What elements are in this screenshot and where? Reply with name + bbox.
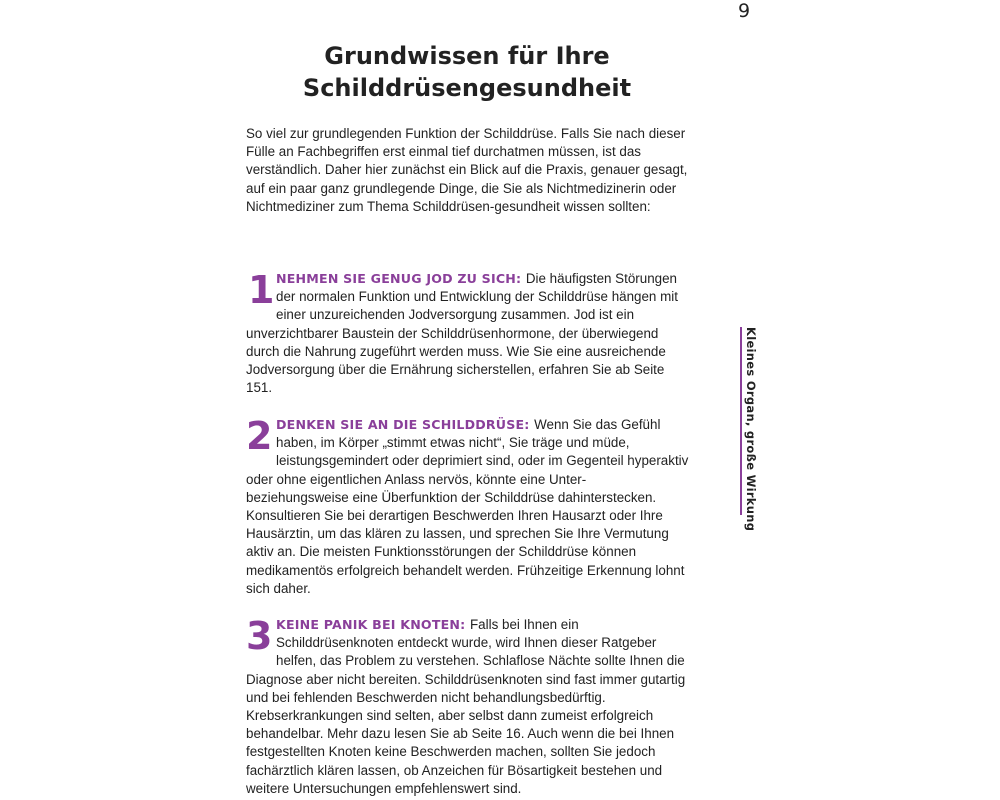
page-title: [246, 40, 688, 104]
item-text: Falls bei Ihnen ein Schilddrüsenknoten entdeckt wurde, wird Ihnen dieser Ratgeber helfen, das Problem zu verstehen. Schlaflose Nächte sollte Ihnen die Diagnose aber nicht bereiten. Schilddrüsenknoten sind fast immer gutartig und bei fehlenden Beschwerden nicht behandlungsbedürftig. Krebserkrankungen sind selten, aber selbst dann zumeist erfolgreich behandelbar. Mehr dazu lesen Sie ab Seite 16. Auch wenn die bei Ihnen festgestellten Knoten keine Beschwerden machen, sollten Sie jedoch fachärztlich klären lassen, ob Anzeichen für Bösartigkeit bestehen und weitere Untersuchungen empfehlenswert sind.: [246, 617, 686, 796]
page-title-line-2: Schilddrüsengesundheit: [302, 74, 632, 102]
item-number: 1: [248, 268, 275, 312]
item-heading: DENKEN SIE AN DIE SCHILDDRÜSE:: [276, 417, 535, 432]
numbered-item-1: [246, 270, 692, 397]
item-heading: KEINE PANIK BEI KNOTEN:: [276, 617, 470, 632]
numbered-item-3: [246, 616, 692, 798]
item-text: Die häufigsten Störungen der normalen Funktion und Entwicklung der Schilddrüse hängen mit einer unzureichenden Jodversorgung zusammen. Jod ist ein unverzichtbarer Baustein der Schilddrüsenhormone, der überwiegend durch die Nahrung zugeführt werden muss. Wie Sie eine ausreichende Jodversorgung über die Ernährung sicherstellen, erfahren Sie ab Seite 151.: [246, 271, 678, 396]
intro-paragraph: [246, 125, 692, 216]
page-number: 9: [738, 0, 751, 22]
intro-text: So viel zur grundlegenden Funktion der Schilddrüse. Falls Sie nach dieser Fülle an Fachbegriffen erst einmal tief durchatmen müssen, ist das verständlich. Daher hier zunächst ein Blick auf die Praxis, genauer gesagt, auf ein paar ganz grundlegende Dinge, die Sie als Nichtmedizinerin oder Nichtmediziner zum Thema Schilddrüsen-gesundheit wissen sollten:: [246, 126, 688, 214]
item-heading: NEHMEN SIE GENUG JOD ZU SICH:: [276, 271, 526, 286]
item-number: 3: [246, 614, 273, 658]
item-text: Wenn Sie das Gefühl haben, im Körper „stimmt etwas nicht“, Sie träge und müde, leistungsgemindert oder deprimiert sind, oder im Gegenteil hyperaktiv oder ohne eigentlichen Anlass nervös, könnte eine Unter- beziehungsweise eine Überfunktion der Schilddrüse dahinterstecken. Konsultieren Sie bei derartigen Beschwerden Ihren Hausarzt oder Ihre Hausärztin, um das klären zu lassen, und sprechen Sie Ihre Vermutung aktiv an. Die meisten Funktionsstörungen der Schilddrüse können medikamentös erfolgreich behandelt werden. Frühzeitige Erkennung lohnt sich daher.: [246, 417, 689, 596]
item-number: 2: [246, 414, 273, 458]
page-title-line-1: Grundwissen für Ihre: [324, 42, 610, 70]
chapter-side-tab: Kleines Organ, große Wirkung: [740, 327, 758, 515]
numbered-item-2: [246, 416, 692, 598]
